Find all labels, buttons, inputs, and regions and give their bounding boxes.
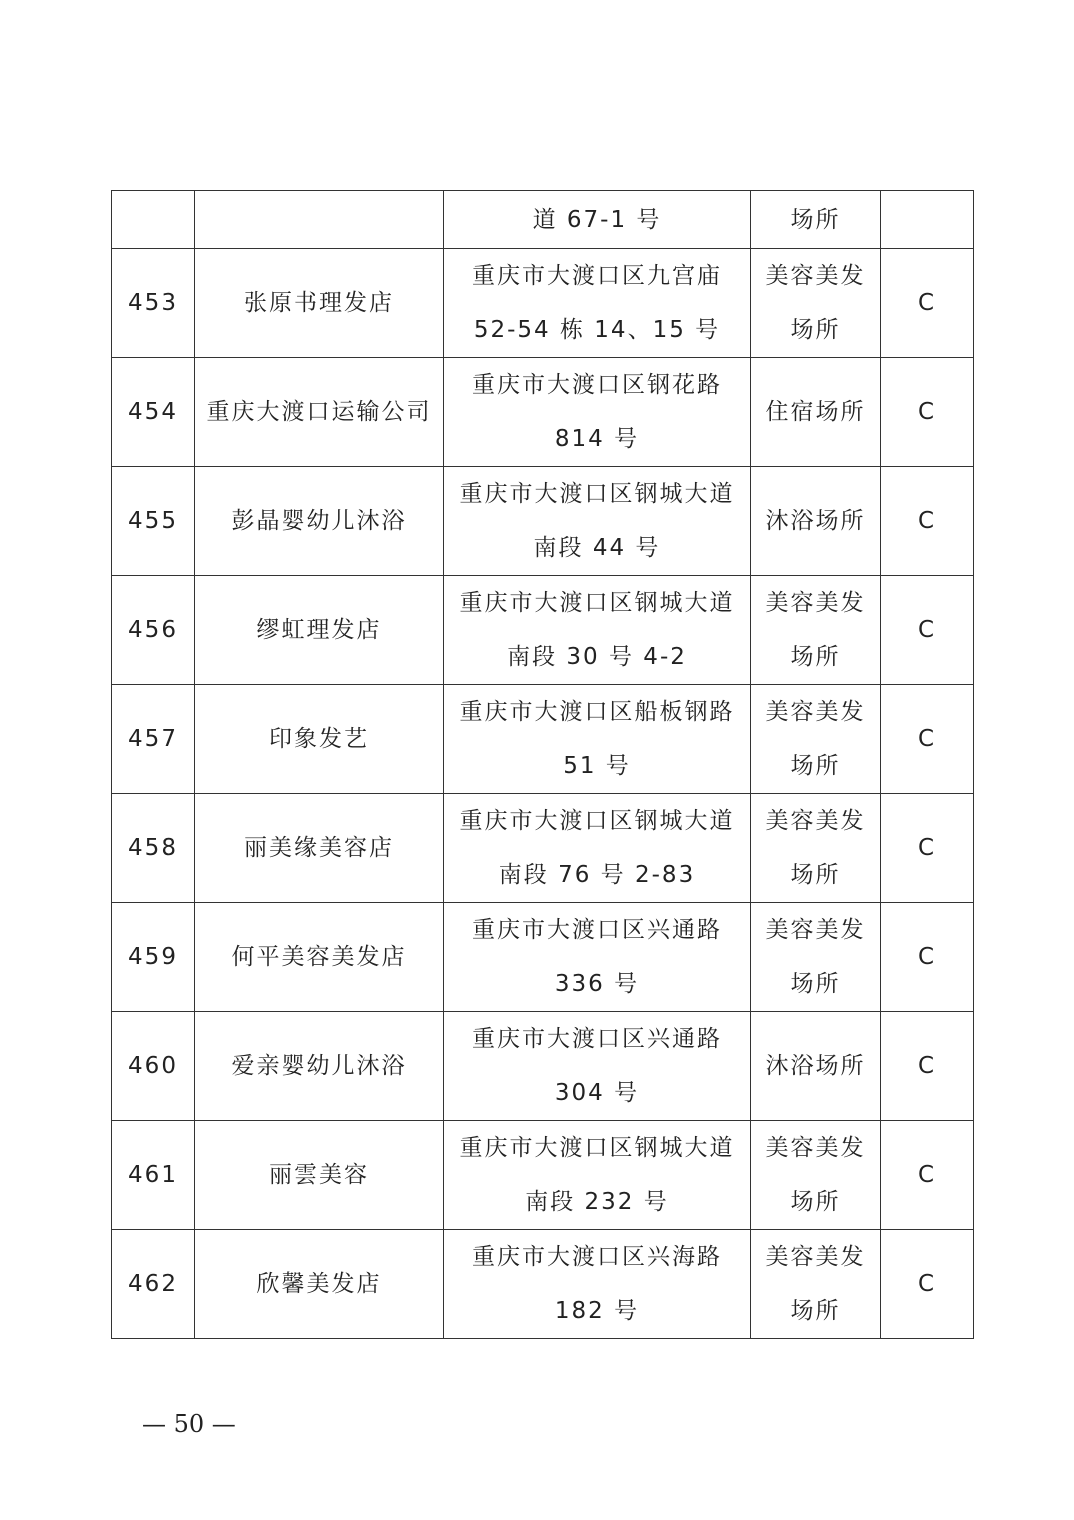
- cell-address: [444, 358, 751, 467]
- cell-type: [751, 191, 881, 249]
- address-line: 304 号: [554, 1080, 640, 1106]
- table-row: [112, 1230, 974, 1339]
- cell-address: [444, 467, 751, 576]
- address-line: 336 号: [554, 971, 640, 997]
- type-line: 场所: [790, 862, 841, 888]
- cell-grade: [881, 191, 974, 249]
- cell-name: [195, 191, 444, 249]
- address-line: 重庆市大渡口区钢城大道: [459, 808, 735, 834]
- cell-address: [444, 903, 751, 1012]
- cell-name: 张原书理发店: [195, 249, 444, 358]
- type-line: 场所: [790, 317, 841, 343]
- page-number: — 50 —: [142, 1410, 236, 1438]
- table-row: [112, 358, 974, 467]
- cell-no: 457: [112, 685, 195, 794]
- table-row: [112, 1012, 974, 1121]
- type-line: 美容美发: [765, 590, 866, 616]
- address-line: 52-54 栋 14、15 号: [473, 317, 721, 343]
- cell-no: 456: [112, 576, 195, 685]
- type-line: 场所: [790, 753, 841, 779]
- cell-name: 丽雲美容: [195, 1121, 444, 1230]
- cell-name: 印象发艺: [195, 685, 444, 794]
- table-row: [112, 249, 974, 358]
- address-line: 814 号: [554, 426, 640, 452]
- type-line: 场所: [790, 971, 841, 997]
- cell-grade: C: [881, 1012, 974, 1121]
- type-line: 美容美发: [765, 263, 866, 289]
- address-line: 道 67-1 号: [532, 206, 662, 233]
- cell-address: [444, 1012, 751, 1121]
- type-line: 场所: [790, 644, 841, 670]
- cell-address: [444, 249, 751, 358]
- cell-address: [444, 1121, 751, 1230]
- address-line: 南段 44 号: [533, 535, 661, 561]
- cell-no: 455: [112, 467, 195, 576]
- address-line: 重庆市大渡口区钢城大道: [459, 590, 735, 616]
- cell-name: 彭晶婴幼儿沐浴: [195, 467, 444, 576]
- address-line: 南段 232 号: [525, 1189, 669, 1215]
- cell-grade: C: [881, 903, 974, 1012]
- cell-grade: C: [881, 1121, 974, 1230]
- cell-type: [751, 358, 881, 467]
- cell-no: 460: [112, 1012, 195, 1121]
- cell-no: 458: [112, 794, 195, 903]
- type-line: 美容美发: [765, 1135, 866, 1161]
- cell-grade: C: [881, 358, 974, 467]
- cell-address: [444, 576, 751, 685]
- cell-name: 重庆大渡口运输公司: [195, 358, 444, 467]
- table-row: [112, 467, 974, 576]
- cell-grade: C: [881, 467, 974, 576]
- cell-no: 461: [112, 1121, 195, 1230]
- table-row: [112, 1121, 974, 1230]
- cell-type: [751, 249, 881, 358]
- table-row: [112, 685, 974, 794]
- cell-type: [751, 576, 881, 685]
- cell-grade: C: [881, 576, 974, 685]
- address-line: 重庆市大渡口区兴海路: [472, 1244, 722, 1270]
- venue-table: [111, 190, 974, 1339]
- address-line: 南段 76 号 2-83: [498, 862, 696, 888]
- cell-grade: C: [881, 794, 974, 903]
- cell-name: 欣馨美发店: [195, 1230, 444, 1339]
- address-line: 重庆市大渡口区钢城大道: [459, 1135, 735, 1161]
- table-row-continuation: [112, 191, 974, 249]
- cell-address: [444, 1230, 751, 1339]
- address-line: 182 号: [554, 1298, 640, 1324]
- cell-type: [751, 685, 881, 794]
- address-line: 重庆市大渡口区兴通路: [472, 1026, 722, 1052]
- cell-type: [751, 903, 881, 1012]
- type-line: 美容美发: [765, 1244, 866, 1270]
- cell-grade: C: [881, 1230, 974, 1339]
- type-line: 场所: [790, 1189, 841, 1215]
- address-line: 51 号: [563, 753, 631, 779]
- type-line: 场所: [790, 1298, 841, 1324]
- cell-address: [444, 794, 751, 903]
- address-line: 重庆市大渡口区钢花路: [472, 372, 722, 398]
- type-line: 场所: [790, 206, 841, 233]
- address-line: 重庆市大渡口区钢城大道: [459, 481, 735, 507]
- address-line: 重庆市大渡口区九宫庙: [472, 263, 722, 289]
- table-row: [112, 794, 974, 903]
- cell-type: [751, 467, 881, 576]
- type-line: 美容美发: [765, 808, 866, 834]
- cell-no: [112, 191, 195, 249]
- cell-address: [444, 191, 751, 249]
- address-line: 重庆市大渡口区兴通路: [472, 917, 722, 943]
- address-line: 南段 30 号 4-2: [507, 644, 687, 670]
- cell-address: [444, 685, 751, 794]
- type-line: 美容美发: [765, 917, 866, 943]
- type-line: 沐浴场所: [765, 508, 866, 534]
- type-line: 住宿场所: [765, 399, 866, 425]
- type-line: 美容美发: [765, 699, 866, 725]
- cell-grade: C: [881, 249, 974, 358]
- cell-name: 缪虹理发店: [195, 576, 444, 685]
- cell-type: [751, 1012, 881, 1121]
- cell-name: 丽美缘美容店: [195, 794, 444, 903]
- cell-no: 462: [112, 1230, 195, 1339]
- table-row: [112, 576, 974, 685]
- cell-no: 453: [112, 249, 195, 358]
- cell-type: [751, 1230, 881, 1339]
- type-line: 沐浴场所: [765, 1053, 866, 1079]
- cell-type: [751, 794, 881, 903]
- cell-name: 爱亲婴幼儿沐浴: [195, 1012, 444, 1121]
- cell-type: [751, 1121, 881, 1230]
- address-line: 重庆市大渡口区船板钢路: [459, 699, 735, 725]
- cell-no: 454: [112, 358, 195, 467]
- table-row: [112, 903, 974, 1012]
- table-body: [112, 191, 974, 1339]
- cell-name: 何平美容美发店: [195, 903, 444, 1012]
- cell-grade: C: [881, 685, 974, 794]
- cell-no: 459: [112, 903, 195, 1012]
